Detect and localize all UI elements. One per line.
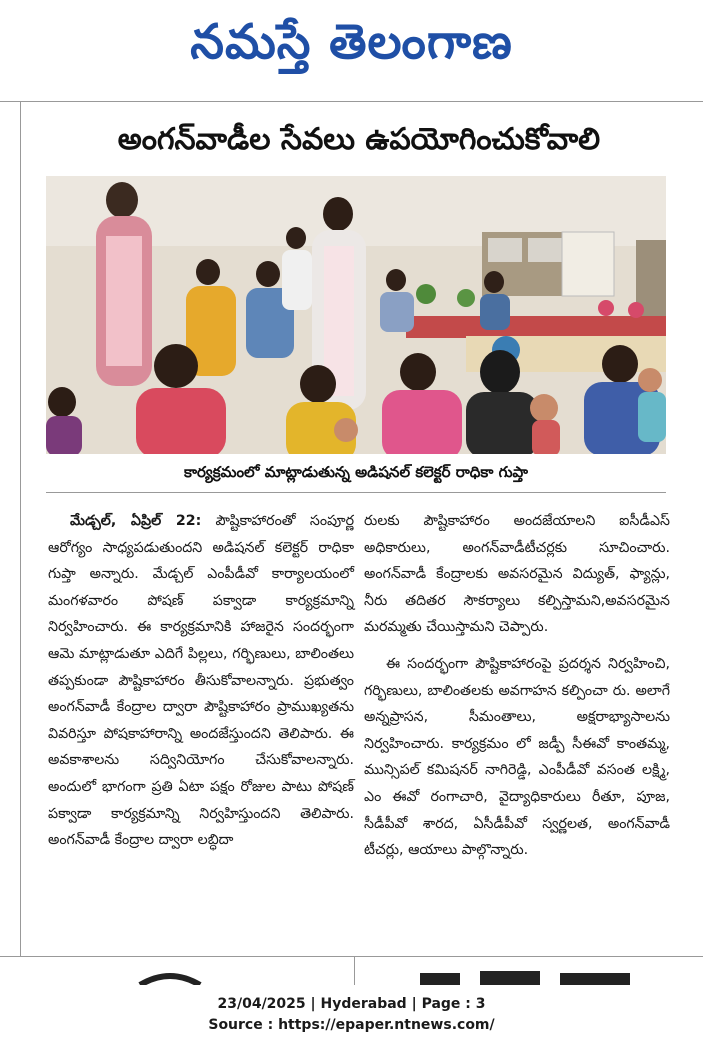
top-divider [0,101,703,102]
footer-edition-info: 23/04/2025 | Hyderabad | Page : 3 [217,996,486,1012]
article-body-left: పౌష్టికాహారంతో సంపూర్ణ ఆరోగ్యం సాధ్యపడుతుందని అడిషనల్ కలెక్టర్ రాధికా గుప్తా అన్నారు. మేడ్చల్ ఎంపీడీవో కార్యాలయంలో మంగళవారం పోషణ్ పక్వాడా కార్యక్రమాన్ని నిర్వహించారు. ఈ కార్యక్రమానికి హాజరైన సందర్భంగా ఆమె మాట్లాడుతూ ఎదిగే పిల్లలు, గర్భిణులు, బాలింతలు తప్పకుండా పౌష్టికాహారం తీసుకోవాలన్నారు. ప్రభుత్వం అంగన్‌వాడీ కేంద్రాల ద్వారా పౌష్టికాహారం ప్రాముఖ్యతను వివరిస్తూ పోషకాహారాన్ని అందజేస్తుందని తెలిపారు. ఈ అవకాశాలను సద్వినియోగం చేసుకోవాలన్నారు. అందులో భాగంగా ప్రతి ఏటా పక్షం రోజుల పాటు పోషణ్ పక్వాడా కార్యక్రమాన్ని నిర్వహిస్తుందని తెలిపారు. అంగన్‌వాడీ కేంద్రాల ద్వారా లబ్ధిదా [48,513,354,849]
event-photo-illustration [46,176,666,454]
strip-divider [354,957,355,985]
article-headline [24,112,694,168]
event-photo [46,176,666,454]
left-divider [20,101,21,956]
caption-divider [46,492,666,493]
masthead-title: నమస్తే తెలంగాణ [190,14,513,70]
newspaper-masthead [0,4,703,80]
article-column-right [364,508,670,864]
page-footer [0,994,703,1036]
cropped-next-headline [20,957,703,985]
article-paragraph: ఈ సందర్భంగా పౌష్టికాహారంపై ప్రదర్శన నిర్వహించి, గర్భిణులు, బాలింతలకు అవగాహన కల్పించా రు. అలాగే అన్నప్రాసన, సీమంతాలు, అక్షరాభ్యాసాలను నిర్వహించారు. కార్యక్రమం లో జడ్పీ సీఈవో కాంతమ్మ, మున్సిపల్ కమిషనర్ నాగిరెడ్డి, ఎంపీడీవో వసంత లక్ష్మి, ఎం ఈవో రంగాచారి, వైద్యాధికారులు రీతూ, పూజ, సీడీపీవో శారద, ఏసీడీపీవో స్వర్ణలత, అంగన్‌వాడీ టీచర్లు, ఆయాలు పాల్గొన్నారు. [364,655,670,859]
next-article-strip [20,957,703,985]
photo-caption [46,458,666,486]
article-paragraph: రులకు పౌష్టికాహారం అందజేయాలని ఐసీడీఎస్ అధికారులు, అంగన్‌వాడీటీచర్లకు సూచించారు. అంగన్‌వాడీ కేంద్రాలకు అవసరమైన విద్యుత్, ఫ్యాన్లు, నీరు తదితర సౌకర్యాలు కల్పిస్తామని,అవసరమైన మరమ్మతు చేయిస్తామని చెప్పారు. [364,513,670,636]
photo-caption-text: కార్యక్రమంలో మాట్లాడుతున్న అడిషనల్ కలెక్టర్ రాధికా గుప్తా [183,463,529,481]
article-column-left [48,508,354,854]
article-paragraph [48,508,354,854]
footer-source-link[interactable]: Source : https://epaper.ntnews.com/ [208,1017,495,1033]
article-dateline: మేడ్చల్, ఏప్రిల్ 22: [70,513,202,529]
headline-text: అంగన్‌వాడీల సేవలు ఉపయోగించుకోవాలి [117,122,601,157]
